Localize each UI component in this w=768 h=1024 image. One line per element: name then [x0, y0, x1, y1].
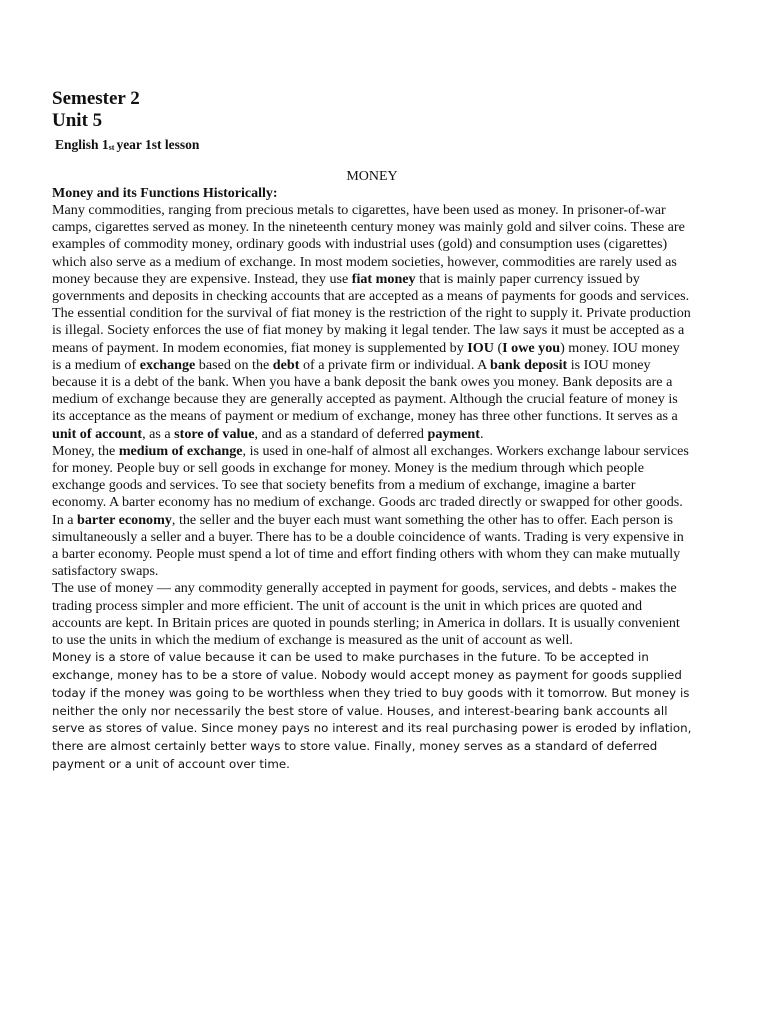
semester-heading: Semester 2 [52, 88, 140, 109]
course-ordinal: st [108, 143, 115, 152]
document-page [52, 88, 692, 774]
paragraph-fiat-money [52, 305, 692, 443]
p2-term-bank-deposit: bank deposit [490, 356, 568, 373]
p2-text-g: is IOU money because it is a debt of the bank. When you have a bank deposit the bank owes you money. Bank deposits are a medium of exchange because they are generally accepted as payment. Although the crucial feature of money is its acceptance as the means of payment or medium of exchange, money has three other functions. It serves as a [52, 356, 678, 425]
p2-text-i: , and as a standard of deferred [254, 425, 428, 442]
paragraph-commodity-money [52, 202, 692, 305]
p2-term-iou: IOU [467, 339, 494, 356]
p2-text-j: . [479, 425, 484, 442]
p1-text-c: that is mainly paper currency issued by governments and deposits in checking accounts that are accepted as a means of payments for goods and services. [52, 270, 690, 305]
course-suffix: year 1st lesson [116, 137, 200, 152]
unit-heading: Unit 5 [52, 110, 103, 131]
p2-text-c: ( [493, 339, 503, 356]
p2-text-f: of a private firm or individual. A [299, 356, 491, 373]
paragraph-store-of-value: Money is a store of value because it can be used to make purchases in the future. To be accepted in exchange, money has to be a store of value. Nobody would accept money as payment for goods supplied today if the money was going to be worthless when they tried to buy goods with it tomorrow. But money is neither the only nor necessarily the best store of value. Houses, and interest-bearing bank accounts all serve as stores of value. Since money pays no interest and its real purchasing power is eroded by inflation, there are almost certainly better ways to store value. Finally, money serves as a standard of deferred payment or a unit of account over time. [52, 650, 692, 772]
paragraph-unit-of-account: The use of money — any commodity generally accepted in payment for goods, services, and debts - makes the trading process simpler and more efficient. The unit of account is the unit in which prices are quoted and accounts are kept. In Britain prices are quoted in pounds sterling; in America in dollars. It is usually convenient to use the units in which the medium of exchange is measured as the unit of account as well. [52, 580, 680, 649]
p2-term-payment: payment [427, 425, 480, 442]
paragraph-medium-of-exchange [52, 443, 692, 512]
p2-text-d: ) money. IOU money is a medium of [52, 339, 680, 373]
p2-term-i-owe-you: I owe you [502, 339, 561, 356]
course-line [55, 136, 692, 157]
p4-text-c: , the seller and the buyer each must want something the other has to offer. Each person is simultaneously a seller and a buyer. There has to be a double coincidence of wants. Trading is very expensive in a barter economy. People must spend a lot of time and effort finding others with whom they can make mutually satisfactory swaps. [52, 511, 684, 580]
p3-text-a: Money, the [52, 442, 119, 459]
p2-term-store-of-value: store of value [174, 425, 255, 442]
paragraph-barter-economy [52, 512, 692, 581]
p4-text-a: In a [52, 511, 78, 528]
p1-text-a: Many commodities, ranging from precious metals to cigarettes, have been used as money. In prisoner-of-war camps, cigarettes served as money. In the nineteenth century money was mainly gold and silver coins. These are examples of commodity money, ordinary goods with industrial uses (gold) and consumption uses (cigarettes) which also serve as a medium of exchange. In most modem societies, however, commodities are rarely used as money because they are expensive. Instead, they use [52, 202, 685, 287]
p2-term-debt: debt [272, 356, 300, 373]
p2-text-h: , as a [142, 425, 175, 442]
p1-term-fiat-money: fiat money [351, 270, 416, 287]
p2-text-a: The essential condition for the survival of fiat money is the restriction of the right to supply it. Private production is illegal. Society enforces the use of fiat money by making it legal tender. The law says it must be accepted as a means of payment. In modem economies, fiat money is supplemented by [52, 305, 691, 356]
section-title: Money and its Functions Historically: [52, 186, 278, 201]
page-title: MONEY [346, 169, 398, 184]
p3-text-c: , is used in one-half of almost all exchanges. Workers exchange labour services for money. People buy or sell goods in exchange for money. Money is the medium through which people exchange goods and services. To see that society benefits from a medium of exchange, imagine a barter economy. A barter economy has no medium of exchange. Goods arc traded directly or swapped for other goods. [52, 442, 689, 511]
p2-text-e: based on the [195, 356, 273, 373]
p3-term-medium-of-exchange: medium of exchange [118, 442, 243, 459]
course-prefix: English 1 [55, 137, 109, 152]
p2-term-exchange: exchange [139, 356, 196, 373]
p4-term-barter-economy: barter economy [77, 511, 172, 528]
p2-term-unit-of-account: unit of account [52, 425, 143, 442]
